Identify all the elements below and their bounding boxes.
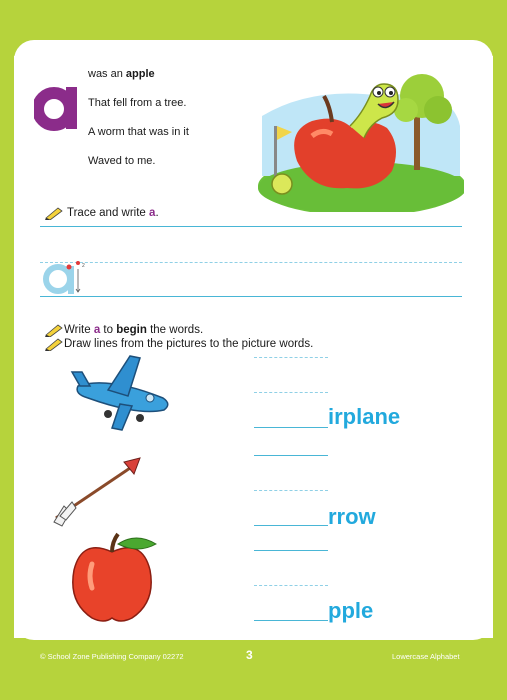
trace-mid-line (40, 262, 462, 263)
arrow-icon (40, 452, 150, 532)
trace-instruction: Trace and write a. (44, 206, 159, 220)
footer-copyright: © School Zone Publishing Company 02272 (40, 652, 184, 661)
pencil-icon (44, 337, 64, 351)
worm-apple-illustration (252, 66, 464, 212)
word-irplane: irplane (328, 404, 401, 429)
bottom-border (0, 638, 507, 700)
right-border (493, 0, 507, 700)
svg-text:2: 2 (82, 263, 85, 269)
write-instruction-line-2: Draw lines from the pictures to the picture words. (44, 337, 313, 351)
big-letter-a-icon (34, 62, 78, 142)
word-pple: pple (328, 598, 374, 623)
poem-line-4: Waved to me. (88, 155, 156, 167)
arrow-top-line (254, 455, 328, 456)
apple-icon (62, 530, 162, 626)
trace-base-line (40, 296, 462, 297)
poem-line-3: A worm that was in it (88, 126, 189, 138)
footer-section: Lowercase Alphabet (392, 652, 460, 661)
apple-top-line (254, 550, 328, 551)
word-rrow: rrow (328, 504, 376, 529)
apple-mid-line (254, 585, 328, 586)
poem-line-2: That fell from a tree. (88, 97, 187, 109)
arrow-blank[interactable] (254, 525, 328, 526)
poem-line-1: was an apple (88, 68, 155, 80)
poem (88, 68, 248, 184)
arrow-mid-line (254, 490, 328, 491)
airplane-icon (68, 346, 178, 436)
write-instruction-line-1: Write a to begin the words. (44, 323, 313, 337)
airplane-blank[interactable] (254, 427, 328, 428)
pencil-icon (44, 323, 64, 337)
airplane-top-line (254, 357, 328, 358)
airplane-mid-line (254, 392, 328, 393)
trace-top-line (40, 226, 462, 227)
left-border (0, 0, 14, 700)
pencil-icon (44, 206, 64, 220)
apple-blank[interactable] (254, 620, 328, 621)
trace-letter-a-icon (42, 258, 92, 298)
page-number: 3 (246, 648, 253, 662)
